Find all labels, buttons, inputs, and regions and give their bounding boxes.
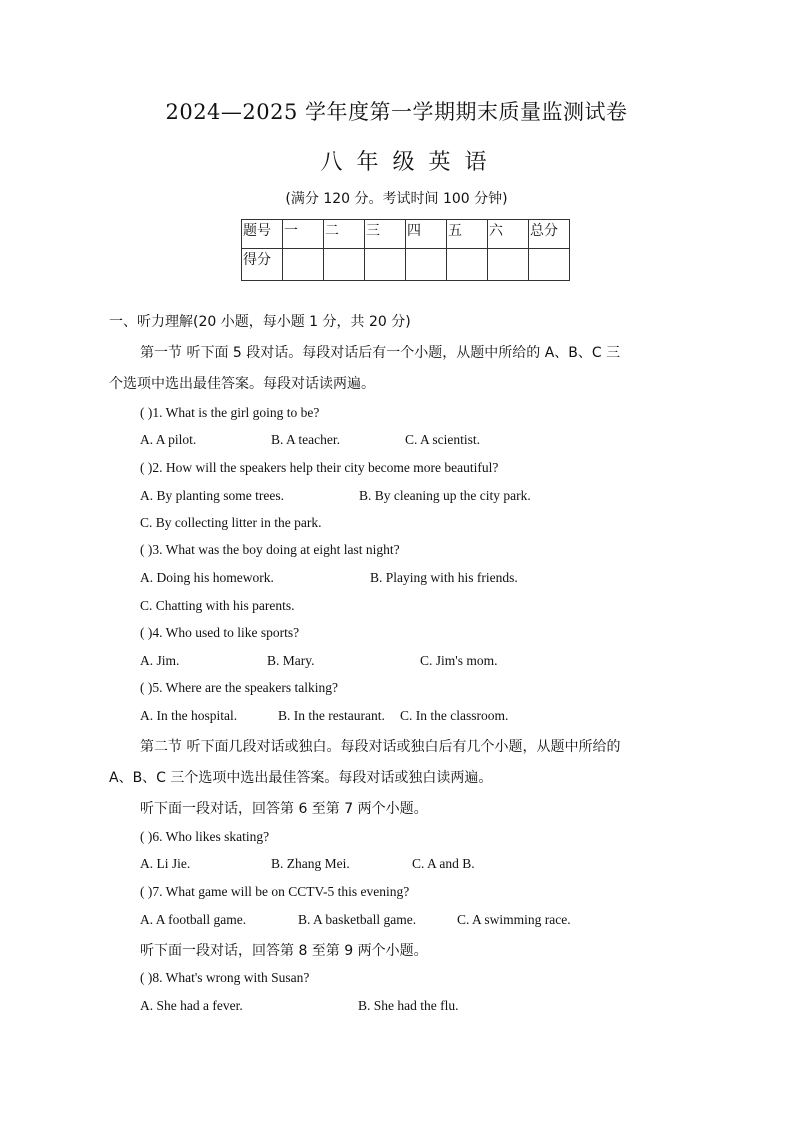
option-b: B. Playing with his friends.	[370, 570, 518, 585]
option-c: C. A scientist.	[405, 432, 481, 447]
option-c: C. A and B.	[412, 856, 475, 871]
option-b: B. Zhang Mei.	[271, 856, 350, 871]
score-cell: 六	[488, 220, 529, 249]
option-b: B. In the restaurant.	[278, 708, 385, 723]
option-c: C. By collecting litter in the park.	[140, 515, 322, 530]
option-c: C. In the classroom.	[400, 708, 509, 723]
score-cell: 三	[365, 220, 406, 249]
score-input-cell	[447, 249, 488, 281]
question-stem: ( )4. Who used to like sports?	[140, 625, 300, 640]
part2-instruction: 第二节 听下面几段对话或独白。每段对话或独白后有几个小题，从题中所给的	[140, 739, 621, 755]
option-a: A. Jim.	[140, 653, 180, 668]
question-stem: ( )8. What's wrong with Susan?	[140, 970, 310, 985]
option-a: A. Li Jie.	[140, 856, 191, 871]
option-a: A. Doing his homework.	[140, 570, 274, 585]
score-input-cell	[283, 249, 324, 281]
dialog-instruction: 听下面一段对话，回答第 8 至第 9 两个小题。	[140, 943, 428, 959]
score-input-cell	[529, 249, 570, 281]
option-a: A. She had a fever.	[140, 998, 243, 1013]
option-c: C. Jim's mom.	[420, 653, 498, 668]
question-stem: ( )1. What is the girl going to be?	[140, 405, 320, 420]
question-stem: ( )5. Where are the speakers talking?	[140, 680, 339, 695]
option-b: B. By cleaning up the city park.	[359, 488, 531, 503]
section-heading: 一、听力理解(20 小题，每小题 1 分，共 20 分)	[109, 314, 411, 330]
option-a: A. In the hospital.	[140, 708, 238, 723]
score-cell: 二	[324, 220, 365, 249]
question-stem: ( )3. What was the boy doing at eight last night?	[140, 542, 400, 557]
question-stem: ( )6. Who likes skating?	[140, 829, 270, 844]
score-table-score-row	[242, 249, 570, 281]
option-a: A. A pilot.	[140, 432, 197, 447]
part1-instruction-cont: 个选项中选出最佳答案。每段对话读两遍。	[109, 376, 375, 392]
option-c: C. A swimming race.	[457, 912, 571, 927]
score-cell: 四	[406, 220, 447, 249]
option-c: C. Chatting with his parents.	[140, 598, 295, 613]
exam-title: 2024—2025 学年度第一学期期末质量监测试卷	[165, 100, 628, 124]
option-b: B. She had the flu.	[358, 998, 459, 1013]
option-b: B. A basketball game.	[298, 912, 417, 927]
question-stem: ( )2. How will the speakers help their city become more beautiful?	[140, 460, 499, 475]
part2-instruction-cont: A、B、C 三个选项中选出最佳答案。每段对话或独白读两遍。	[109, 770, 493, 786]
score-cell: 得分	[242, 249, 283, 281]
exam-subtitle: 八年级英语	[320, 150, 501, 175]
question-stem: ( )7. What game will be on CCTV-5 this evening?	[140, 884, 410, 899]
option-a: A. A football game.	[140, 912, 247, 927]
dialog-instruction: 听下面一段对话，回答第 6 至第 7 两个小题。	[140, 801, 428, 817]
score-cell: 总分	[529, 220, 570, 249]
option-b: B. Mary.	[267, 653, 315, 668]
score-input-cell	[365, 249, 406, 281]
score-input-cell	[488, 249, 529, 281]
score-table	[241, 219, 570, 281]
score-cell: 五	[447, 220, 488, 249]
score-cell: 一	[283, 220, 324, 249]
score-input-cell	[406, 249, 447, 281]
part1-instruction: 第一节 听下面 5 段对话。每段对话后有一个小题，从题中所给的 A、B、C 三	[140, 345, 621, 361]
score-table-header-row	[242, 220, 570, 249]
exam-note: (满分 120 分。考试时间 100 分钟)	[285, 191, 508, 207]
option-b: B. A teacher.	[271, 432, 340, 447]
option-a: A. By planting some trees.	[140, 488, 284, 503]
score-input-cell	[324, 249, 365, 281]
score-cell: 题号	[242, 220, 283, 249]
